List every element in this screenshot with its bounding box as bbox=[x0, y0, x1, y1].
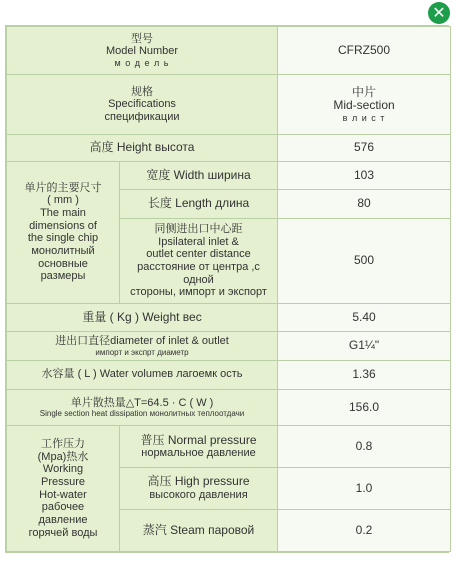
spec-value bbox=[278, 75, 451, 135]
table-row bbox=[7, 303, 451, 332]
spec-value-en: Mid-section bbox=[333, 98, 395, 113]
table-row bbox=[7, 75, 451, 135]
dims-ru-3: размеры bbox=[40, 270, 86, 283]
inlet-diameter-value: G1¼" bbox=[278, 332, 451, 361]
spec-label-en: Specifications bbox=[108, 98, 176, 111]
spec-value-ru: в л и с т bbox=[342, 113, 386, 124]
pressure-l3: Working bbox=[42, 463, 84, 476]
model-label-cn: 型号 bbox=[131, 32, 153, 45]
width-label: 宽度 Width ширина bbox=[120, 161, 278, 190]
table-row bbox=[7, 135, 451, 162]
spec-table bbox=[5, 25, 449, 553]
pressure-l5: Hot-water bbox=[39, 488, 87, 501]
high-line-2: высокого давления bbox=[149, 489, 248, 502]
normal-line-2: нормальное давление bbox=[141, 447, 256, 460]
dimensions-group-label bbox=[7, 161, 120, 303]
height-label: 高度 Height высота bbox=[7, 135, 278, 162]
high-line-1: 高压 High pressure bbox=[147, 474, 250, 489]
pressure-l8: горячей воды bbox=[28, 526, 98, 539]
table-row bbox=[7, 332, 451, 361]
pressure-l6: рабочее bbox=[41, 501, 85, 514]
high-pressure-label bbox=[120, 468, 278, 510]
dims-en-3: the single chip bbox=[27, 232, 99, 245]
water-volume-label: 水容量 ( L ) Water volumeв лагоемк ость bbox=[7, 360, 278, 389]
dims-cn: 单片的主要尺寸 bbox=[24, 181, 102, 194]
model-label-ru: м о д е л ь bbox=[114, 57, 170, 68]
dims-ru-1: монолитный bbox=[31, 244, 95, 257]
high-pressure-value: 1.0 bbox=[278, 468, 451, 510]
heat-dissipation-value: 156.0 bbox=[278, 389, 451, 426]
spec-label bbox=[7, 75, 278, 135]
normal-line-1: 普压 Normal pressure bbox=[140, 432, 257, 447]
dims-en-1: The main bbox=[40, 206, 86, 219]
length-value: 80 bbox=[278, 190, 451, 219]
table-row bbox=[7, 389, 451, 426]
heat-line-1: 单片散热量△T=64.5 · C ( W ) bbox=[70, 396, 214, 409]
pressure-l4: Pressure bbox=[40, 476, 86, 488]
pressure-l2: (Mpa)热水 bbox=[37, 450, 89, 463]
steam-pressure-value: 0.2 bbox=[278, 510, 451, 552]
inlet-line-2: импорт и экспрт диаметр bbox=[95, 347, 189, 357]
length-label: 长度 Length длина bbox=[120, 190, 278, 219]
center-en-1: Ipsilateral inlet & bbox=[158, 235, 239, 248]
height-value: 576 bbox=[278, 135, 451, 162]
width-value: 103 bbox=[278, 161, 451, 190]
table-row bbox=[7, 27, 451, 75]
heat-line-2: Single section heat dissipation монолитных теплоотдачи bbox=[39, 409, 245, 419]
pressure-l7: давление bbox=[38, 513, 88, 526]
model-value: CFRZ500 bbox=[278, 27, 451, 75]
dims-unit: ( mm ) bbox=[47, 194, 79, 207]
model-label-en: Model Number bbox=[105, 45, 179, 58]
water-volume-value: 1.36 bbox=[278, 360, 451, 389]
weight-label: 重量 ( Kg ) Weight вес bbox=[7, 303, 278, 332]
weight-value: 5.40 bbox=[278, 303, 451, 332]
dims-ru-2: основные bbox=[38, 257, 88, 270]
table-row bbox=[7, 360, 451, 389]
pressure-l1: 工作压力 bbox=[41, 438, 85, 451]
dims-en-2: dimensions of bbox=[29, 219, 97, 232]
table-row bbox=[7, 426, 451, 468]
center-ru-2: стороны, импорт и экспорт bbox=[130, 286, 267, 299]
normal-pressure-value: 0.8 bbox=[278, 426, 451, 468]
inlet-diameter-label bbox=[7, 332, 278, 361]
center-en-2: outlet center distance bbox=[146, 248, 251, 261]
pressure-group-label bbox=[7, 426, 120, 552]
close-icon[interactable]: ✕ bbox=[428, 2, 450, 24]
table-row bbox=[7, 161, 451, 190]
center-distance-value: 500 bbox=[278, 218, 451, 303]
spec-label-ru: спецификации bbox=[104, 110, 180, 123]
spec-value-cn: 中片 bbox=[352, 84, 377, 99]
center-distance-label bbox=[120, 218, 278, 303]
steam-pressure-label: 蒸汽 Steam паровой bbox=[120, 510, 278, 552]
normal-pressure-label bbox=[120, 426, 278, 468]
inlet-line-1: 进出口直径diameter of inlet & outlet bbox=[55, 335, 229, 348]
center-ru-1: расстояние от центра ,с одной bbox=[137, 260, 260, 286]
model-label bbox=[7, 27, 278, 75]
center-cn: 同侧进出口中心距 bbox=[154, 222, 243, 235]
heat-dissipation-label bbox=[7, 389, 278, 426]
spec-label-cn: 规格 bbox=[131, 85, 153, 98]
